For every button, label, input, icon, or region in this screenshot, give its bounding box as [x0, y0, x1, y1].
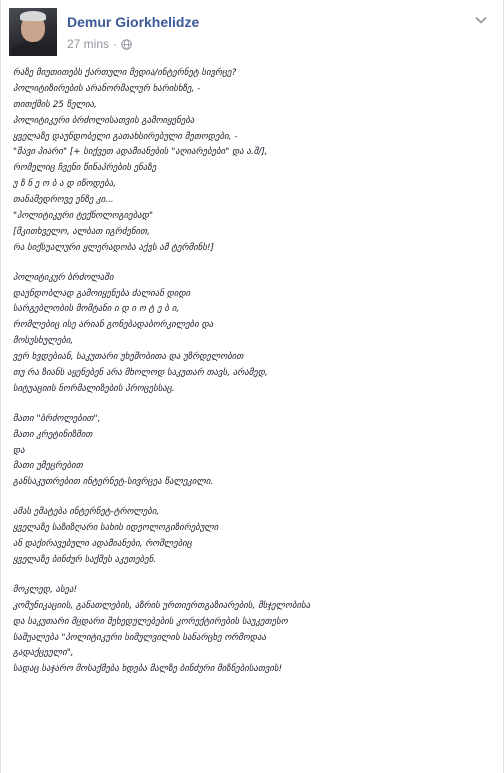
- post-text-line: რა სიქსუალური ყლერადობა აქვს ამ ტერმინს!]: [13, 242, 214, 253]
- post-text-line: თითქმის 25 წელია,: [13, 99, 97, 110]
- post-text-line: და: [13, 445, 25, 456]
- post-text-line: უ ზ ნ ე ო ბ ა დ იწოდება,: [13, 179, 117, 190]
- post-text-line: მოსუსხულები,: [13, 336, 74, 347]
- post-paragraph: [13, 583, 493, 678]
- post-text-line: "პოლიტიკური ტექნოლოგიებად": [13, 211, 154, 222]
- post-text-line: ამას ემატება ინტერნეტ-ტროლები,: [13, 507, 160, 518]
- post-text-line: და საკუთარი მცდარი შეხედულებების კორექტირების საუკეთესო: [13, 616, 288, 627]
- globe-icon[interactable]: [121, 39, 132, 50]
- post-text-line: თანამედროვე ენზე კი...: [13, 195, 114, 206]
- post-text-line: პოლიტიკური ბრძოლისათვის გამოიყენება: [13, 115, 195, 126]
- post-text-line: ყველაზე დაუნდობელი გათახსირებული მეთოდები, -: [13, 131, 238, 142]
- post-text-line: თუ რა ზიანს აყენებენ არა მხოლოდ საკუთარ თავს, არამედ,: [13, 368, 268, 379]
- post-paragraph: [13, 505, 493, 569]
- post-text-line: პოლიტიზირების არანორმალურ ხარისხზე, -: [13, 83, 201, 94]
- post-text-line: კომუნიკაციის, განათლების, აზრის ურთიერთგაზიარების, მსჯელობისა: [13, 600, 311, 611]
- post-text-line: მათი "ბრძოლებით",: [13, 413, 101, 424]
- post-paragraph: [13, 412, 493, 491]
- author-avatar[interactable]: [9, 8, 57, 56]
- post-text-line: სარგებლობის მომტანი ი დ ი ო ტ ე ბ ი,: [13, 304, 180, 315]
- post-text-line: სიტუაციის ნორმალიზების პროცესსაც.: [13, 383, 175, 394]
- post-text-line: ყველაზე საზიზღარი სახის იდეოლოგიზირებული: [13, 523, 219, 534]
- post-text-line: ყველაზე ბინძურ საქმეს აკეთებენ.: [13, 554, 157, 565]
- post-text-line: მათი უმეცრებით: [13, 461, 83, 472]
- avatar-hair: [20, 11, 46, 21]
- post-text: [13, 66, 493, 692]
- avatar-shoulders: [11, 42, 55, 56]
- post-text-line: განსაკუთრებით ინტერნეტ-სივრცეა წალეკილი.: [13, 477, 214, 488]
- post-text-line: ან დაქირავებული ადამიანები, რომლებიც: [13, 539, 192, 550]
- post-text-line: რომელიც ჩვენი წინაპრების ენაზე: [13, 163, 157, 174]
- post-header: [9, 8, 489, 58]
- post-timestamp-link[interactable]: 27 mins: [67, 37, 110, 51]
- post-text-line: პოლიტიკურ ბრძოლაში: [13, 272, 114, 283]
- post-text-line: [მკითხველო, ალბათ იგრძენით,: [13, 226, 150, 237]
- meta-separator: ·: [113, 37, 118, 51]
- post-text-line: საშუალება "პოლიტიკური სიმულვილის სანარცხე ორმოდაა: [13, 632, 267, 643]
- post-text-line: ვერ ხვდებიან, საკუთარი უხეშობითა და უზრდელობით: [13, 352, 244, 363]
- post-text-line: დაუნდობლად გამოიყენება ძალიან დიდი: [13, 288, 191, 299]
- post-meta: [67, 37, 132, 51]
- post-text-line: რომლებიც ისე არიან გონებადაბორკილები და: [13, 320, 214, 331]
- post-text-line: სადაც საჯარო მოსაქმება ხდება მალზე ბინძური მიზნებისათვის!: [13, 664, 283, 675]
- chevron-down-icon[interactable]: [475, 16, 487, 24]
- post-text-line: "შავი პიარი" [+ სიქვეთ ადამიანების "აღიარებები" და ა.შ/],: [13, 147, 268, 158]
- post-paragraph: [13, 271, 493, 398]
- post-text-line: გადაქცეული",: [13, 648, 74, 659]
- post-paragraph: [13, 66, 493, 257]
- post-text-line: მათი კრეტინიზმით: [13, 429, 93, 440]
- post-text-line: მოკლედ, ასეა!: [13, 584, 78, 595]
- post-text-line: რაზე მიუთითებს ქართული მედია/ინტერნეტ სივრცე?: [13, 68, 237, 78]
- author-name-link[interactable]: Demur Giorkhelidze: [67, 14, 200, 30]
